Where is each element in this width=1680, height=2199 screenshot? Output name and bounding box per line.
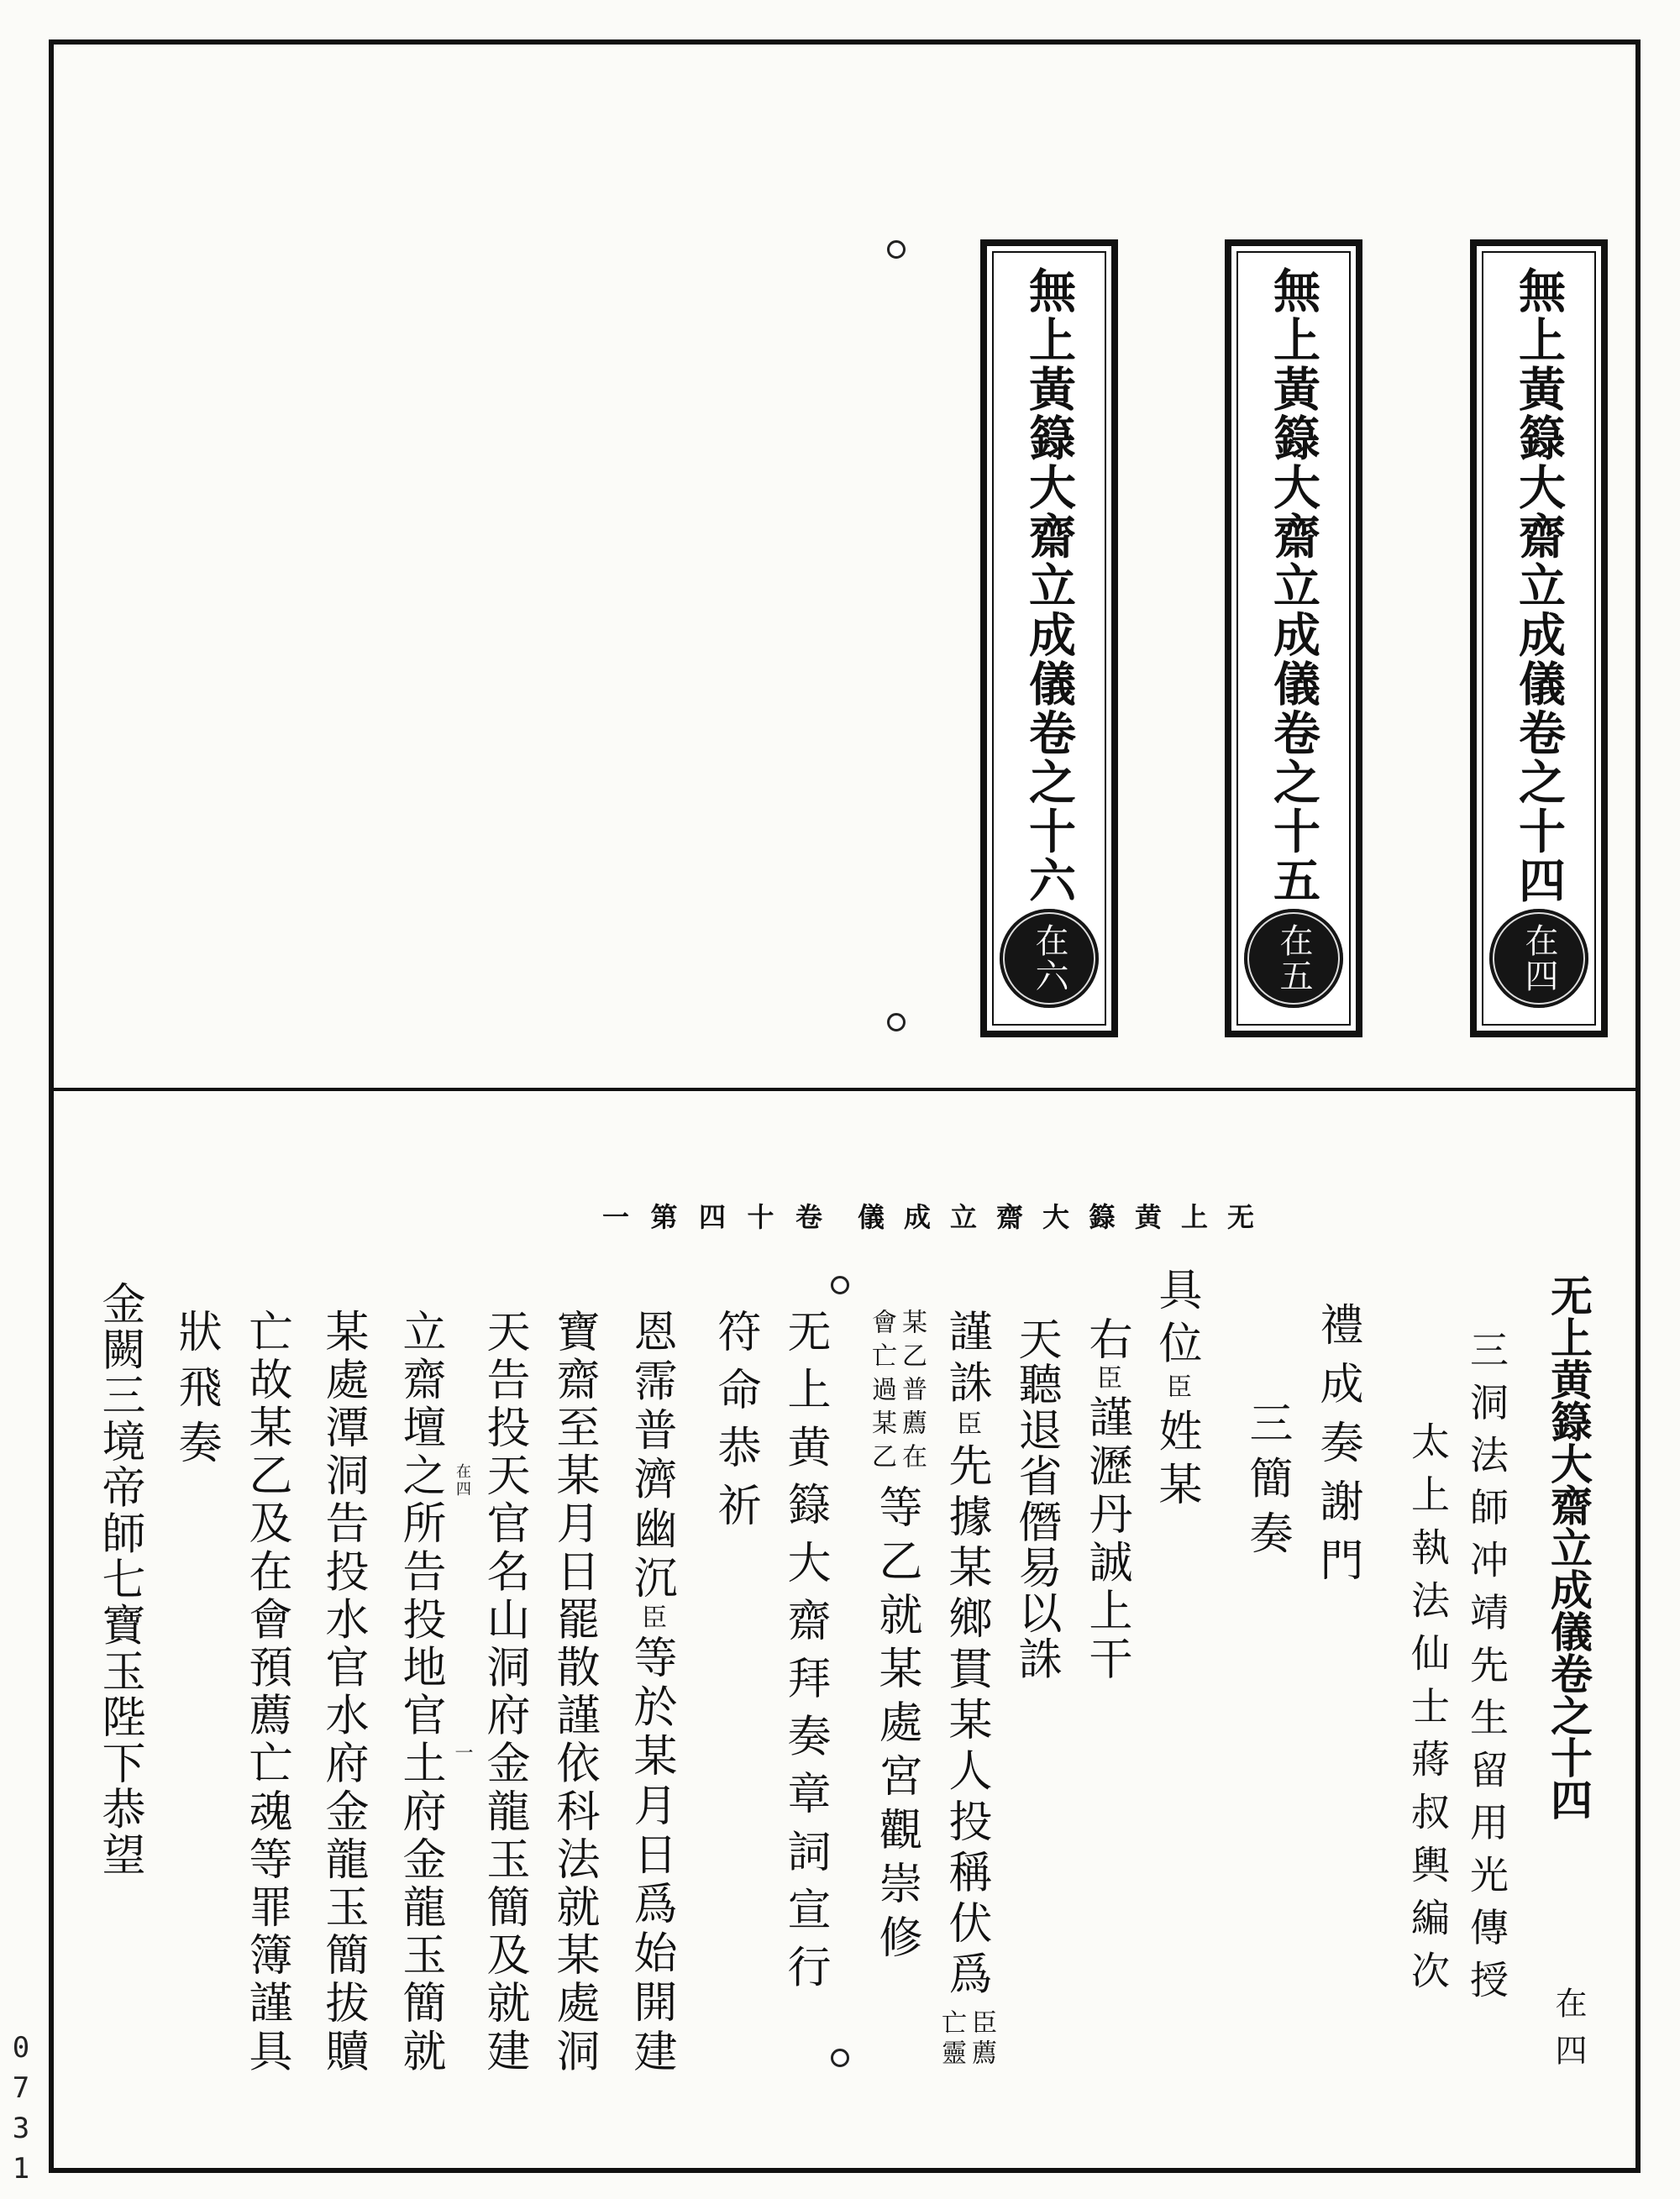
line-segment: 謹誅 [941, 1309, 991, 1410]
text-line [871, 1484, 921, 1968]
volume-label-14 [1470, 239, 1608, 1037]
subsection-heading: 三簡奏 [1242, 1400, 1292, 1566]
text-line [549, 1309, 599, 2076]
scroll-title: 无上黄籙大齋立成儀卷之十四 [1544, 1274, 1593, 1820]
line-segment: 寶齋至某月日罷散謹依科法就某處洞 [549, 1309, 599, 2076]
interlinear-note: 會亡過某乙 [867, 1309, 896, 1477]
volume-badge [1244, 909, 1343, 1008]
line-segment: 謹瀝丹誠上干 [1081, 1394, 1131, 1684]
text-line [710, 1309, 760, 1540]
line-segment: 右 [1081, 1316, 1131, 1365]
margin-case-mark: 在四 [454, 1463, 471, 1498]
volume-badge [1000, 909, 1099, 1008]
cover-panel [0, 0, 1680, 1089]
volume-title: 無上黃籙大齋立成儀卷之十四 [1511, 266, 1567, 905]
text-line [941, 1309, 991, 2002]
binding-hole-icon [831, 1276, 849, 1294]
badge-text: 在四 [1520, 923, 1558, 994]
volume-title: 無上黃籙大齋立成儀卷之十六 [1021, 266, 1077, 905]
text-line [780, 1309, 830, 2002]
transmitter-line: 三洞法師冲靖先生留用光傳授 [1464, 1330, 1509, 2013]
case-mark: 在四 [1550, 1986, 1587, 2081]
section-heading: 禮成奏謝門 [1312, 1302, 1362, 1596]
text-line [395, 1309, 445, 2076]
line-segment: 符命恭祈 [710, 1309, 760, 1540]
line-segment: 天告投天官名山洞府金龍玉簡及就建 [479, 1309, 529, 2076]
text-line [94, 1281, 144, 1879]
running-header-folio: 一第四十卷 [602, 1201, 844, 1233]
line-segment: 天聽退省僭易以誅 [1011, 1316, 1061, 1682]
badge-text: 在五 [1274, 923, 1313, 994]
line-segment-small: 臣 [952, 1410, 981, 1443]
badge-text: 在六 [1030, 923, 1068, 994]
text-line [626, 1309, 676, 2078]
margin-leaf-mark: 一 [452, 1743, 473, 1761]
running-header-title: 儀成立齋大籙黄上无 [858, 1201, 1274, 1233]
volume-badge [1489, 909, 1588, 1008]
text-line [171, 1309, 221, 1475]
line-segment: 金闕三境帝師七寶玉陛下恭望 [94, 1281, 144, 1879]
text-line [1011, 1316, 1061, 1682]
binding-hole-icon [831, 2049, 849, 2067]
line-segment: 具位 [1151, 1267, 1201, 1373]
line-segment-small: 臣 [1092, 1364, 1121, 1394]
line-segment: 亡故某乙及在會預薦亡魂等罪簿謹具 [241, 1309, 291, 2076]
text-line [1081, 1316, 1131, 1684]
volume-title: 無上黃籙大齋立成儀卷之十五 [1266, 266, 1321, 905]
text-line [318, 1309, 368, 2076]
volume-label-15 [1225, 239, 1362, 1037]
text-line [479, 1309, 529, 2076]
text-panel [0, 1089, 1680, 2199]
page-number: 0731 [4, 2031, 38, 2192]
interlinear-note: 臣薦 [967, 2009, 996, 2070]
line-segment: 某處潭洞告投水官水府金龍玉簡拔贖 [318, 1309, 368, 2076]
line-segment: 狀飛奏 [171, 1309, 221, 1475]
line-segment: 姓某 [1151, 1408, 1201, 1515]
compiler-line: 太上執法仙士蔣叔輿編次 [1405, 1421, 1451, 2003]
text-line [241, 1309, 291, 2076]
line-segment: 等乙就某處宮觀崇修 [871, 1484, 921, 1968]
binding-hole-icon [887, 1013, 906, 1031]
line-segment: 等於某月日爲始開建 [626, 1635, 676, 2078]
interlinear-note: 某乙普薦在 [897, 1309, 927, 1477]
interlinear-note: 亡靈 [937, 2009, 966, 2070]
line-segment-small: 臣 [1162, 1373, 1191, 1409]
volume-label-16 [980, 239, 1118, 1037]
line-segment-small: 臣 [637, 1603, 666, 1635]
text-line [1151, 1267, 1201, 1515]
line-segment: 无上黄籙大齋拜奏章詞宣行 [780, 1309, 830, 2002]
line-segment: 立齋壇之所告投地官土府金龍玉簡就 [395, 1309, 445, 2076]
binding-hole-icon [887, 240, 906, 259]
line-segment: 恩霈普濟幽沉 [626, 1309, 676, 1604]
line-segment: 先據某鄉貫某人投稱伏爲 [941, 1442, 991, 2002]
